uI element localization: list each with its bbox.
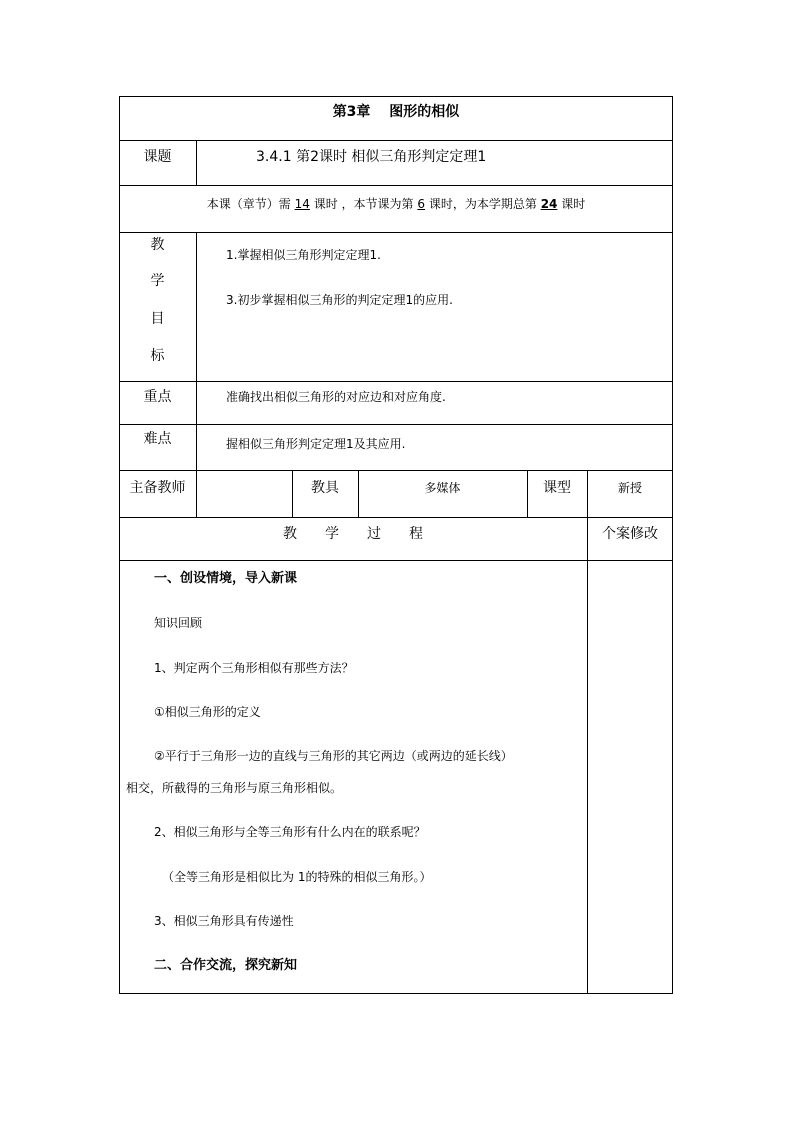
- col-divider: [196, 140, 197, 185]
- row-divider: [119, 232, 673, 233]
- tools-value: 多媒体: [424, 481, 461, 495]
- objectives-label-char: 教: [150, 237, 165, 253]
- lesson-plan-table: [119, 96, 673, 994]
- section-heading: 一、创设情境，导入新课: [154, 571, 298, 586]
- topic-value: 3.4.1 第2课时 相似三角形判定定理1: [256, 149, 487, 165]
- row-divider: [119, 470, 673, 471]
- process-line: （全等三角形是相似比为 1的特殊的相似三角形。）: [162, 870, 432, 884]
- col-divider: [587, 470, 588, 994]
- row-divider: [119, 560, 673, 561]
- objectives-label-char: 标: [150, 348, 165, 364]
- process-line: 知识回顾: [154, 616, 203, 630]
- process-line: ①相似三角形的定义: [154, 705, 261, 719]
- objectives-label-char: 目: [150, 311, 165, 327]
- process-line: 相交，所截得的三角形与原三角形相似。: [126, 781, 343, 795]
- key-point-value: 准确找出相似三角形的对应边和对应角度.: [226, 390, 446, 404]
- row-divider: [119, 140, 673, 141]
- revise-header: 个案修改: [602, 526, 658, 542]
- col-divider: [196, 232, 197, 517]
- key-point-label: 重点: [143, 389, 172, 405]
- row-divider: [119, 424, 673, 425]
- hours-semester: 24: [540, 197, 558, 211]
- process-line: 3、相似三角形具有传递性: [154, 914, 294, 928]
- lesson-type-label: 课型: [543, 480, 571, 496]
- objectives-label-char: 学: [150, 273, 165, 289]
- process-line: 2、相似三角形与全等三角形有什么内在的联系呢？: [154, 825, 426, 839]
- hours-text: 课时: [561, 197, 586, 211]
- chapter-title: 第3章 图形的相似: [332, 104, 460, 120]
- hours-total: 14: [294, 197, 310, 211]
- process-line: ②平行于三角形一边的直线与三角形的其它两边（或两边的延长线）: [154, 749, 513, 763]
- objective-item: 3.初步掌握相似三角形的判定定理1的应用.: [226, 293, 453, 307]
- objective-item: 1.掌握相似三角形判定定理1.: [226, 248, 381, 262]
- hours-section: 6: [417, 197, 426, 211]
- row-divider: [119, 381, 673, 382]
- process-header: 教 学 过 程: [283, 526, 423, 542]
- row-divider: [119, 185, 673, 186]
- difficulty-value: 握相似三角形判定定理1及其应用.: [226, 437, 406, 451]
- row-divider: [119, 517, 673, 518]
- teacher-label: 主备教师: [129, 480, 186, 496]
- section-heading: 二、合作交流，探究新知: [154, 958, 298, 973]
- hours-line: [119, 198, 673, 210]
- hours-text: 课时，为本学期总第: [428, 197, 537, 211]
- topic-label: 课题: [143, 149, 172, 165]
- lesson-type-value: 新授: [617, 481, 642, 495]
- hours-text: 本课（章节）需: [206, 197, 291, 211]
- tools-label: 教具: [311, 480, 339, 496]
- difficulty-label: 难点: [143, 431, 172, 447]
- hours-text: 课时 ，本节课为第: [313, 197, 414, 211]
- process-line: 1、判定两个三角形相似有那些方法？: [154, 661, 354, 675]
